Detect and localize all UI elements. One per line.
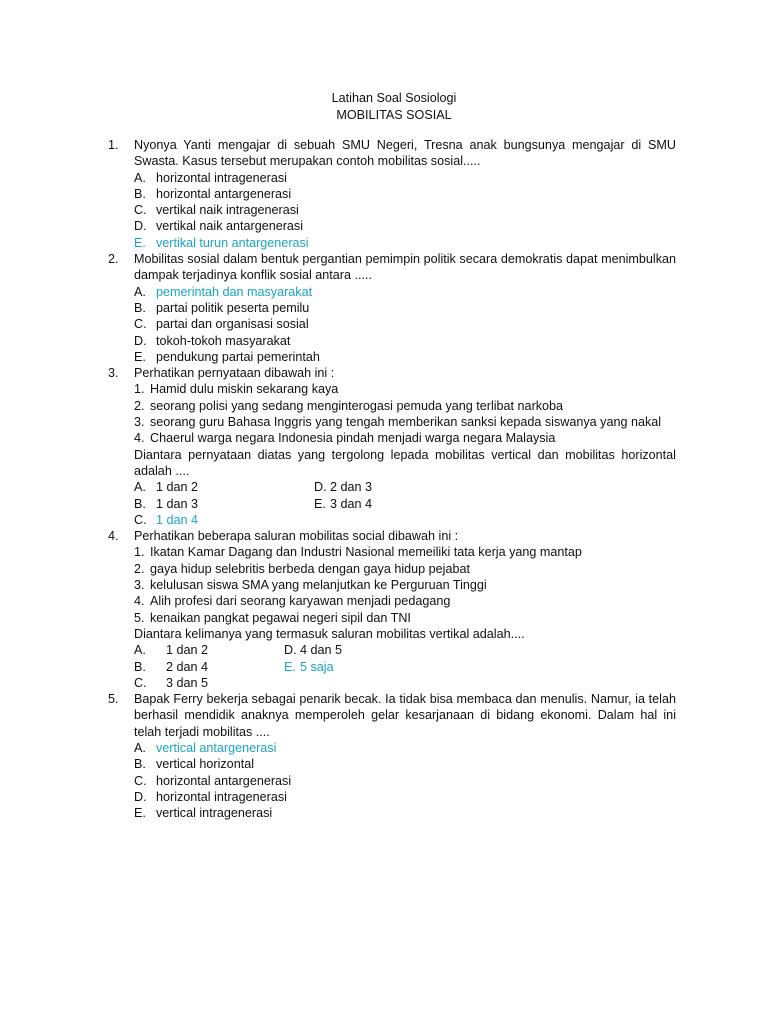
option-text: 3 dan 5	[166, 675, 209, 690]
question-stem: Perhatikan pernyataan dibawah ini :	[134, 366, 335, 381]
option-label: D.	[284, 643, 297, 658]
statement-text: Alih profesi dari seorang karyawan menjadi pedagang	[150, 594, 451, 609]
option-label: B.	[134, 496, 146, 511]
statement-2	[134, 561, 676, 577]
option-label: A.	[134, 643, 146, 658]
question-3	[108, 365, 676, 528]
option-e	[134, 349, 676, 365]
option-a-answer	[134, 740, 676, 756]
option-a	[134, 170, 676, 186]
option-text: tokoh-tokoh masyarakat	[156, 333, 291, 348]
option-label: D.	[314, 480, 327, 495]
option-e	[134, 805, 676, 821]
option-text: 2 dan 4	[166, 659, 209, 674]
option-text: 3 dan 4	[330, 496, 373, 511]
option-text: 1 dan 2	[156, 480, 199, 495]
statement-3	[134, 577, 676, 593]
statement-4	[134, 430, 676, 446]
option-label: D.	[134, 333, 147, 348]
option-a-answer	[134, 284, 676, 300]
question-number: 2.	[108, 252, 119, 267]
statement-text: Hamid dulu miskin sekarang kaya	[150, 382, 339, 397]
statement-text: Ikatan Kamar Dagang dan Industri Nasional memeiliki tata kerja yang mantap	[150, 545, 582, 560]
question-number: 4.	[108, 529, 119, 544]
option-text: vertical intragenerasi	[156, 806, 273, 821]
option-row-3	[134, 512, 676, 528]
statement-3	[134, 414, 676, 430]
statement-1	[134, 381, 676, 397]
question-number: 5.	[108, 692, 119, 707]
statement-4	[134, 593, 676, 609]
option-label: C.	[134, 675, 147, 690]
option-label: B.	[134, 757, 146, 772]
option-text: vertikal naik antargenerasi	[156, 219, 304, 234]
question-1	[108, 137, 676, 251]
option-label: D.	[134, 789, 147, 804]
statement-text: seorang guru Bahasa Inggris yang tengah memberikan sanksi kepada siswanya yang nakal	[150, 415, 662, 430]
statement-text: kelulusan siswa SMA yang melanjutkan ke Perguruan Tinggi	[150, 578, 487, 593]
option-text: horizontal intragenerasi	[156, 170, 287, 185]
option-text: horizontal antargenerasi	[156, 773, 292, 788]
option-label: C.	[134, 773, 147, 788]
option-label: C.	[134, 512, 147, 527]
option-row-1	[134, 479, 676, 495]
statement-number: 1.	[134, 545, 145, 560]
option-label: A.	[134, 170, 146, 185]
option-c	[134, 773, 676, 789]
option-b	[134, 300, 676, 316]
question-stem: Bapak Ferry bekerja sebagai penarik becak. Ia tidak bisa membaca dan menulis. Namur, ia telah berhasil mendidik anaknya memperoleh gelar kesarjanaan di bidang ekonomi. Dalam hal ini telah terjadi mobilitas ....	[134, 692, 676, 739]
option-text: 4 dan 5	[300, 643, 343, 658]
question-4	[108, 528, 676, 691]
option-label: B.	[134, 186, 146, 201]
option-c	[134, 316, 676, 332]
question-2	[108, 251, 676, 365]
option-d	[134, 218, 676, 234]
option-label: E.	[134, 806, 146, 821]
option-b	[134, 186, 676, 202]
statement-number: 2.	[134, 561, 145, 576]
statement-2	[134, 398, 676, 414]
option-text: partai politik peserta pemilu	[156, 300, 310, 315]
option-text: 1 dan 2	[166, 643, 209, 658]
option-c	[134, 202, 676, 218]
question-prompt: Diantara pernyataan diatas yang tergolong lepada mobilitas vertical dan mobilitas horizontal adalah ....	[134, 447, 676, 478]
option-row-1	[134, 642, 676, 658]
statement-1	[134, 544, 676, 560]
statement-number: 2.	[134, 398, 145, 413]
option-e-answer	[134, 235, 676, 251]
option-label: B.	[134, 300, 146, 315]
option-d	[134, 789, 676, 805]
statement-text: gaya hidup selebritis berbeda dengan gaya hidup pejabat	[150, 561, 470, 576]
option-b	[134, 756, 676, 772]
statement-text: seorang polisi yang sedang menginterogasi pemuda yang terlibat narkoba	[150, 398, 564, 413]
statement-number: 1.	[134, 382, 145, 397]
option-label: C.	[134, 317, 147, 332]
statement-number: 4.	[134, 431, 145, 446]
option-text: 1 dan 3	[156, 496, 199, 511]
option-text: 2 dan 3	[330, 480, 373, 495]
option-text: partai dan organisasi sosial	[156, 317, 309, 332]
statement-number: 5.	[134, 610, 145, 625]
option-row-2	[134, 496, 676, 512]
question-number: 3.	[108, 366, 119, 381]
option-text: 1 dan 4	[156, 512, 199, 527]
option-row-2	[134, 659, 676, 675]
option-label: D.	[134, 219, 147, 234]
question-stem: Nyonya Yanti mengajar di sebuah SMU Negeri, Tresna anak bungsunya mengajar di SMU Swasta. Kasus tersebut merupakan contoh mobilitas sosial.....	[134, 138, 676, 169]
statement-number: 4.	[134, 594, 145, 609]
option-label: C.	[134, 203, 147, 218]
option-d	[134, 333, 676, 349]
option-text: vertical antargenerasi	[156, 740, 277, 755]
option-row-3	[134, 675, 676, 691]
question-stem: Perhatikan beberapa saluran mobilitas social dibawah ini :	[134, 529, 459, 544]
statement-number: 3.	[134, 578, 145, 593]
question-stem: Mobilitas sosial dalam bentuk pergantian pemimpin politik secara demokratis dapat menimbulkan dampak terjadinya konflik sosial antara .....	[134, 252, 676, 283]
document-title: Latihan Soal Sosiologi	[331, 91, 457, 105]
option-label: A.	[134, 284, 146, 299]
question-prompt: Diantara kelimanya yang termasuk saluran mobilitas vertikal adalah....	[134, 626, 525, 641]
statement-number: 3.	[134, 415, 145, 430]
statement-5	[134, 610, 676, 626]
option-label: A.	[134, 740, 146, 755]
option-text: pemerintah dan masyarakat	[156, 284, 313, 299]
document-subtitle: MOBILITAS SOSIAL	[336, 108, 452, 122]
option-text: horizontal intragenerasi	[156, 789, 287, 804]
option-label: E.	[134, 235, 146, 250]
statement-text: Chaerul warga negara Indonesia pindah menjadi warga negara Malaysia	[150, 431, 556, 446]
option-text: vertikal naik intragenerasi	[156, 203, 299, 218]
option-text: horizontal antargenerasi	[156, 186, 292, 201]
option-label: E.	[134, 349, 146, 364]
option-text: pendukung partai pemerintah	[156, 349, 320, 364]
option-label: E.	[314, 496, 326, 511]
question-5	[108, 691, 676, 821]
option-text: 5 saja	[300, 659, 334, 674]
option-label: A.	[134, 480, 146, 495]
statement-text: kenaikan pangkat pegawai negeri sipil dan TNI	[150, 610, 411, 625]
option-label: E.	[284, 659, 296, 674]
option-text: vertikal turun antargenerasi	[156, 235, 309, 250]
option-label: B.	[134, 659, 146, 674]
question-list	[108, 137, 676, 821]
question-number: 1.	[108, 138, 119, 152]
option-text: vertical horizontal	[156, 757, 254, 772]
